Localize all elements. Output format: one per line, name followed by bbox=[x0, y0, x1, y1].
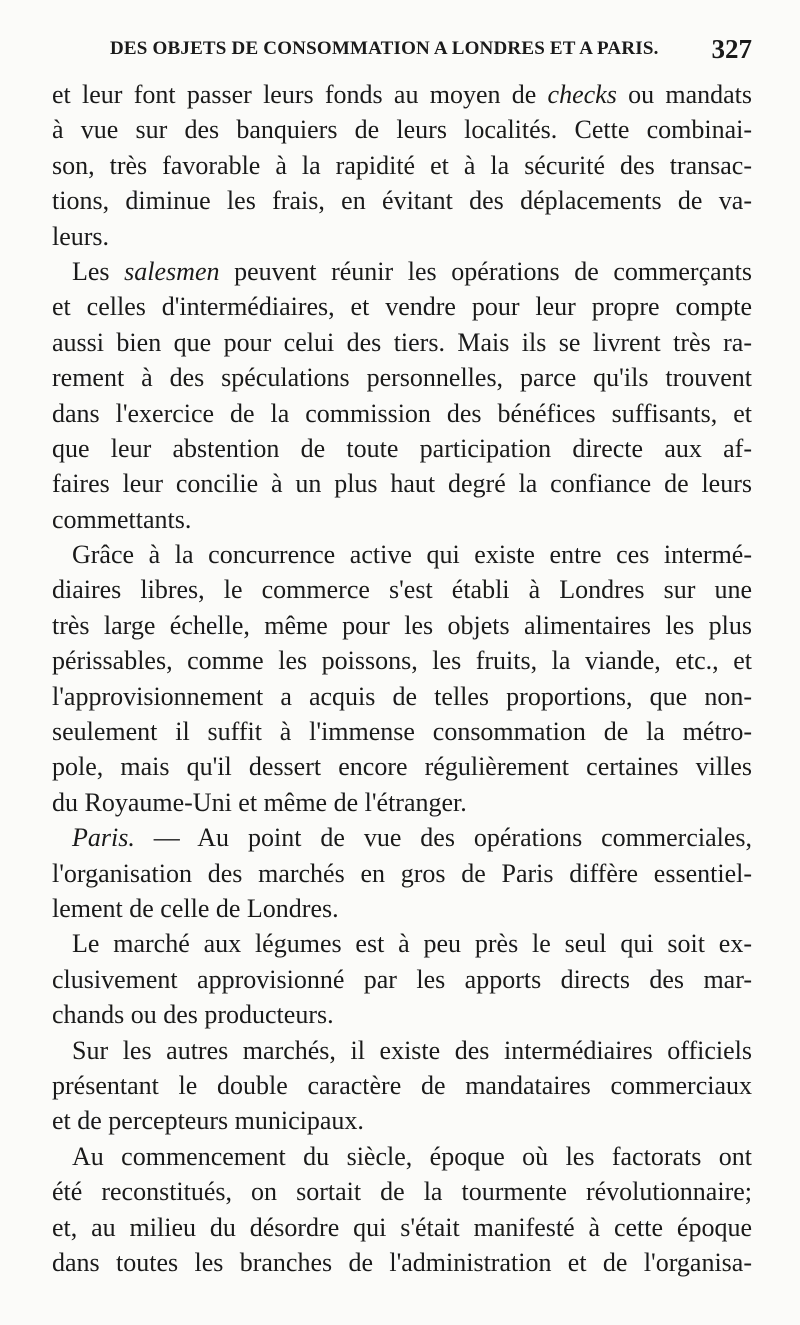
text-line: lement de celle de Londres. bbox=[52, 893, 339, 923]
text-line: présentant le double caractère de mandataires commerciaux bbox=[52, 1070, 752, 1100]
text-line: clusivement approvisionné par les apports directs des mar- bbox=[52, 964, 752, 994]
text-line: été reconstitués, on sortait de la tourmente révolutionnaire; bbox=[52, 1177, 752, 1207]
text-line: aussi bien que pour celui des tiers. Mais ils se livrent très ra- bbox=[52, 327, 752, 357]
text-line: dans l'exercice de la commission des bénéfices suffisants, et bbox=[52, 398, 752, 428]
text-line: tions, diminue les frais, en évitant des déplacements de va- bbox=[52, 186, 752, 216]
text-line: que leur abstention de toute participation directe aux af- bbox=[52, 433, 752, 463]
running-title: DES OBJETS DE CONSOMMATION A LONDRES ET A PARIS. bbox=[110, 38, 659, 59]
text-line: dans toutes les branches de l'administration et de l'organisa- bbox=[52, 1247, 752, 1277]
text-line: Les salesmen peuvent réunir les opérations de commerçants bbox=[72, 256, 752, 286]
text-line: faires leur concilie à un plus haut degré la confiance de leurs bbox=[52, 469, 752, 499]
running-head bbox=[52, 34, 752, 70]
text-line: seulement il suffit à l'immense consommation de la métro- bbox=[52, 717, 752, 747]
text-line: Paris. — Au point de vue des opérations commerciales, bbox=[72, 823, 752, 853]
text-line: très large échelle, même pour les objets alimentaires les plus bbox=[52, 610, 752, 640]
text-line: rement à des spéculations personnelles, parce qu'ils trouvent bbox=[52, 363, 752, 393]
text-line: chands ou des producteurs. bbox=[52, 1000, 334, 1030]
text-line: Au commencement du siècle, époque où les factorats ont bbox=[72, 1141, 752, 1171]
text-line: du Royaume-Uni et même de l'étranger. bbox=[52, 787, 467, 817]
text-line: Grâce à la concurrence active qui existe entre ces intermé- bbox=[72, 540, 752, 570]
text-line: et, au milieu du désordre qui s'était manifesté à cette époque bbox=[52, 1212, 752, 1242]
text-line: diaires libres, le commerce s'est établi à Londres sur une bbox=[52, 575, 752, 605]
text-line: et celles d'intermédiaires, et vendre pour leur propre compte bbox=[52, 292, 752, 322]
text-line: l'organisation des marchés en gros de Paris diffère essentiel- bbox=[52, 858, 752, 888]
text-line: l'approvisionnement a acquis de telles proportions, que non- bbox=[52, 681, 752, 711]
page-number: 327 bbox=[711, 34, 752, 64]
body-text bbox=[52, 77, 752, 1280]
text-line: et de percepteurs municipaux. bbox=[52, 1106, 364, 1136]
text-line: à vue sur des banquiers de leurs localités. Cette combinai- bbox=[52, 115, 752, 145]
text-line: périssables, comme les poissons, les fruits, la viande, etc., et bbox=[52, 646, 752, 676]
text-line: son, très favorable à la rapidité et à la sécurité des transac- bbox=[52, 150, 752, 180]
text-line: leurs. bbox=[52, 221, 110, 251]
text-line: Sur les autres marchés, il existe des intermédiaires officiels bbox=[72, 1035, 752, 1065]
text-line: pole, mais qu'il dessert encore régulièrement certaines villes bbox=[52, 752, 752, 782]
text-line: et leur font passer leurs fonds au moyen de checks ou mandats bbox=[52, 80, 752, 109]
text-line: Le marché aux légumes est à peu près le seul qui soit ex- bbox=[72, 929, 752, 959]
text-line: commettants. bbox=[52, 504, 192, 534]
